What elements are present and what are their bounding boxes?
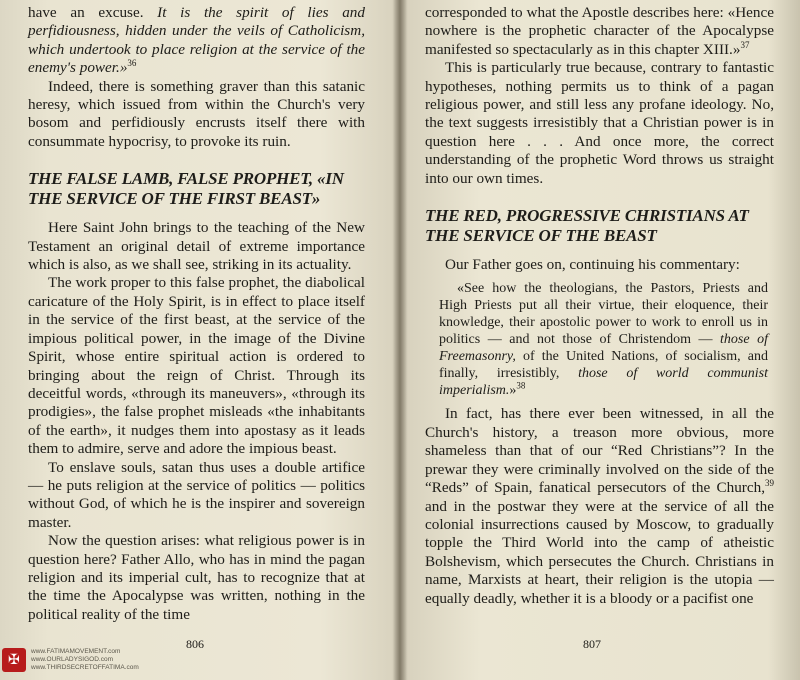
left-paragraph-4: The work proper to this false prophet, the diabolical caricature of the Holy Spirit, is in effect to place itself in the service of the first beast, at the service of the impious political power, in the image of the Divine Spirit, whose entire spiritual action is ordered to bringing about the reign of Christ. Through its deceitful words, «through its maneuvers», «through its prodigies», the false prophet misleads «the inhabitants of the earth», it nudges them into apostasy as it leads them to admire, serve and adore the impious beast.: [28, 274, 365, 458]
watermark: [2, 642, 192, 678]
watermark-url-2[interactable]: www.OURLADYSIGOD.com: [31, 656, 113, 663]
left-paragraph-2: Indeed, there is something graver than this satanic heresy, which issued from within the Church's very bosom and perfidiously encrusts itself there with consummate hypocrisy, to provoke its ruin.: [28, 77, 365, 150]
book-gutter: [393, 0, 407, 680]
page-number-right: 807: [583, 637, 601, 651]
section-heading-red-christians: THE RED, PROGRESSIVE CHRISTIANS AT THE SERVICE OF THE BEAST: [425, 206, 749, 246]
footnote-ref: 39: [765, 478, 774, 489]
watermark-url-1[interactable]: www.FATIMAMOVEMENT.com: [31, 648, 121, 655]
right-paragraph-4: In fact, has there ever been witnessed, in all the Church's history, a treason more obvious, more shameless than that of our “Red Christians”? In the prewar they were criminally involved on the side of the “Reds” of Spain, fanatical persecutors of the Church,$^{39}$ and in the postwar they were at the service of all the colonial insurrections caused by Moscow, to gradually topple the Third World into the camp of atheistic Bolshevism, which persecutes the Church. Christians in name, Marxists at heart, their religion is the utopia — equally deadly, whether it is a bloody or a pacifist one: [425, 405, 774, 607]
left-paragraph-5: To enslave souls, satan thus uses a double artifice — he puts religion at the service of politics — politics without God, of which he is the inspirer and sovereign master.: [28, 458, 365, 531]
left-paragraph-6: Now the question arises: what religious power is in question here? Father Allo, who has in mind the pagan religion and its imperial cult, has to recognize that at the time the Apocalypse was written, nothing in the political reality of the time: [28, 532, 365, 623]
watermark-url-3[interactable]: www.THIRDSECRETOFFATIMA.com: [31, 664, 139, 671]
left-page: [0, 0, 393, 680]
footnote-ref: 36: [127, 58, 137, 69]
right-paragraph-2: This is particularly true because, contrary to fantastic hypotheses, nothing permits us to think of a pagan religious power, and still less any profane ideology. No, the text suggests irresistibly that a Christian power is in question here . . . And once more, the correct understanding of the prophetic Word throws us straight into our own times.: [425, 59, 774, 187]
footnote-ref: 38: [516, 380, 526, 391]
footnote-ref: 37: [740, 39, 750, 50]
left-paragraph-3: Here Saint John brings to the teaching of the New Testament an original detail of extreme importance which is also, as we shall see, striking in its actuality.: [28, 219, 365, 274]
right-paragraph-3: Our Father goes on, continuing his commentary:: [445, 256, 740, 274]
shield-logo-icon: ✠: [2, 648, 26, 672]
left-paragraph-1: have an excuse. It is the spirit of lies and perfidiousness, hidden under the veils of Catholicism, which undertook to place religion at the service of the enemy's power.»$^{36}$: [28, 4, 365, 77]
page-number-left: 806: [186, 637, 204, 651]
right-page: [407, 0, 800, 680]
block-quote: «See how the theologians, the Pastors, Priests and High Priests put all their virtue, their eloquence, their knowledge, their apostolic power to work to enroll us in politics — and not those of Christendom — those of Freemasonry, of the United Nations, of socialism, and finally, irresistibly, those of world communist imperialism.»$^{38}$: [439, 281, 769, 399]
section-heading-false-lamb: THE FALSE LAMB, FALSE PROPHET, «IN THE SERVICE OF THE FIRST BEAST»: [28, 169, 344, 209]
right-paragraph-1: corresponded to what the Apostle describes here: «Hence nowhere is the prophetic character of the Apocalypse manifested so spectacularly as in this chapter XIII.»$^{37}$: [425, 4, 774, 58]
